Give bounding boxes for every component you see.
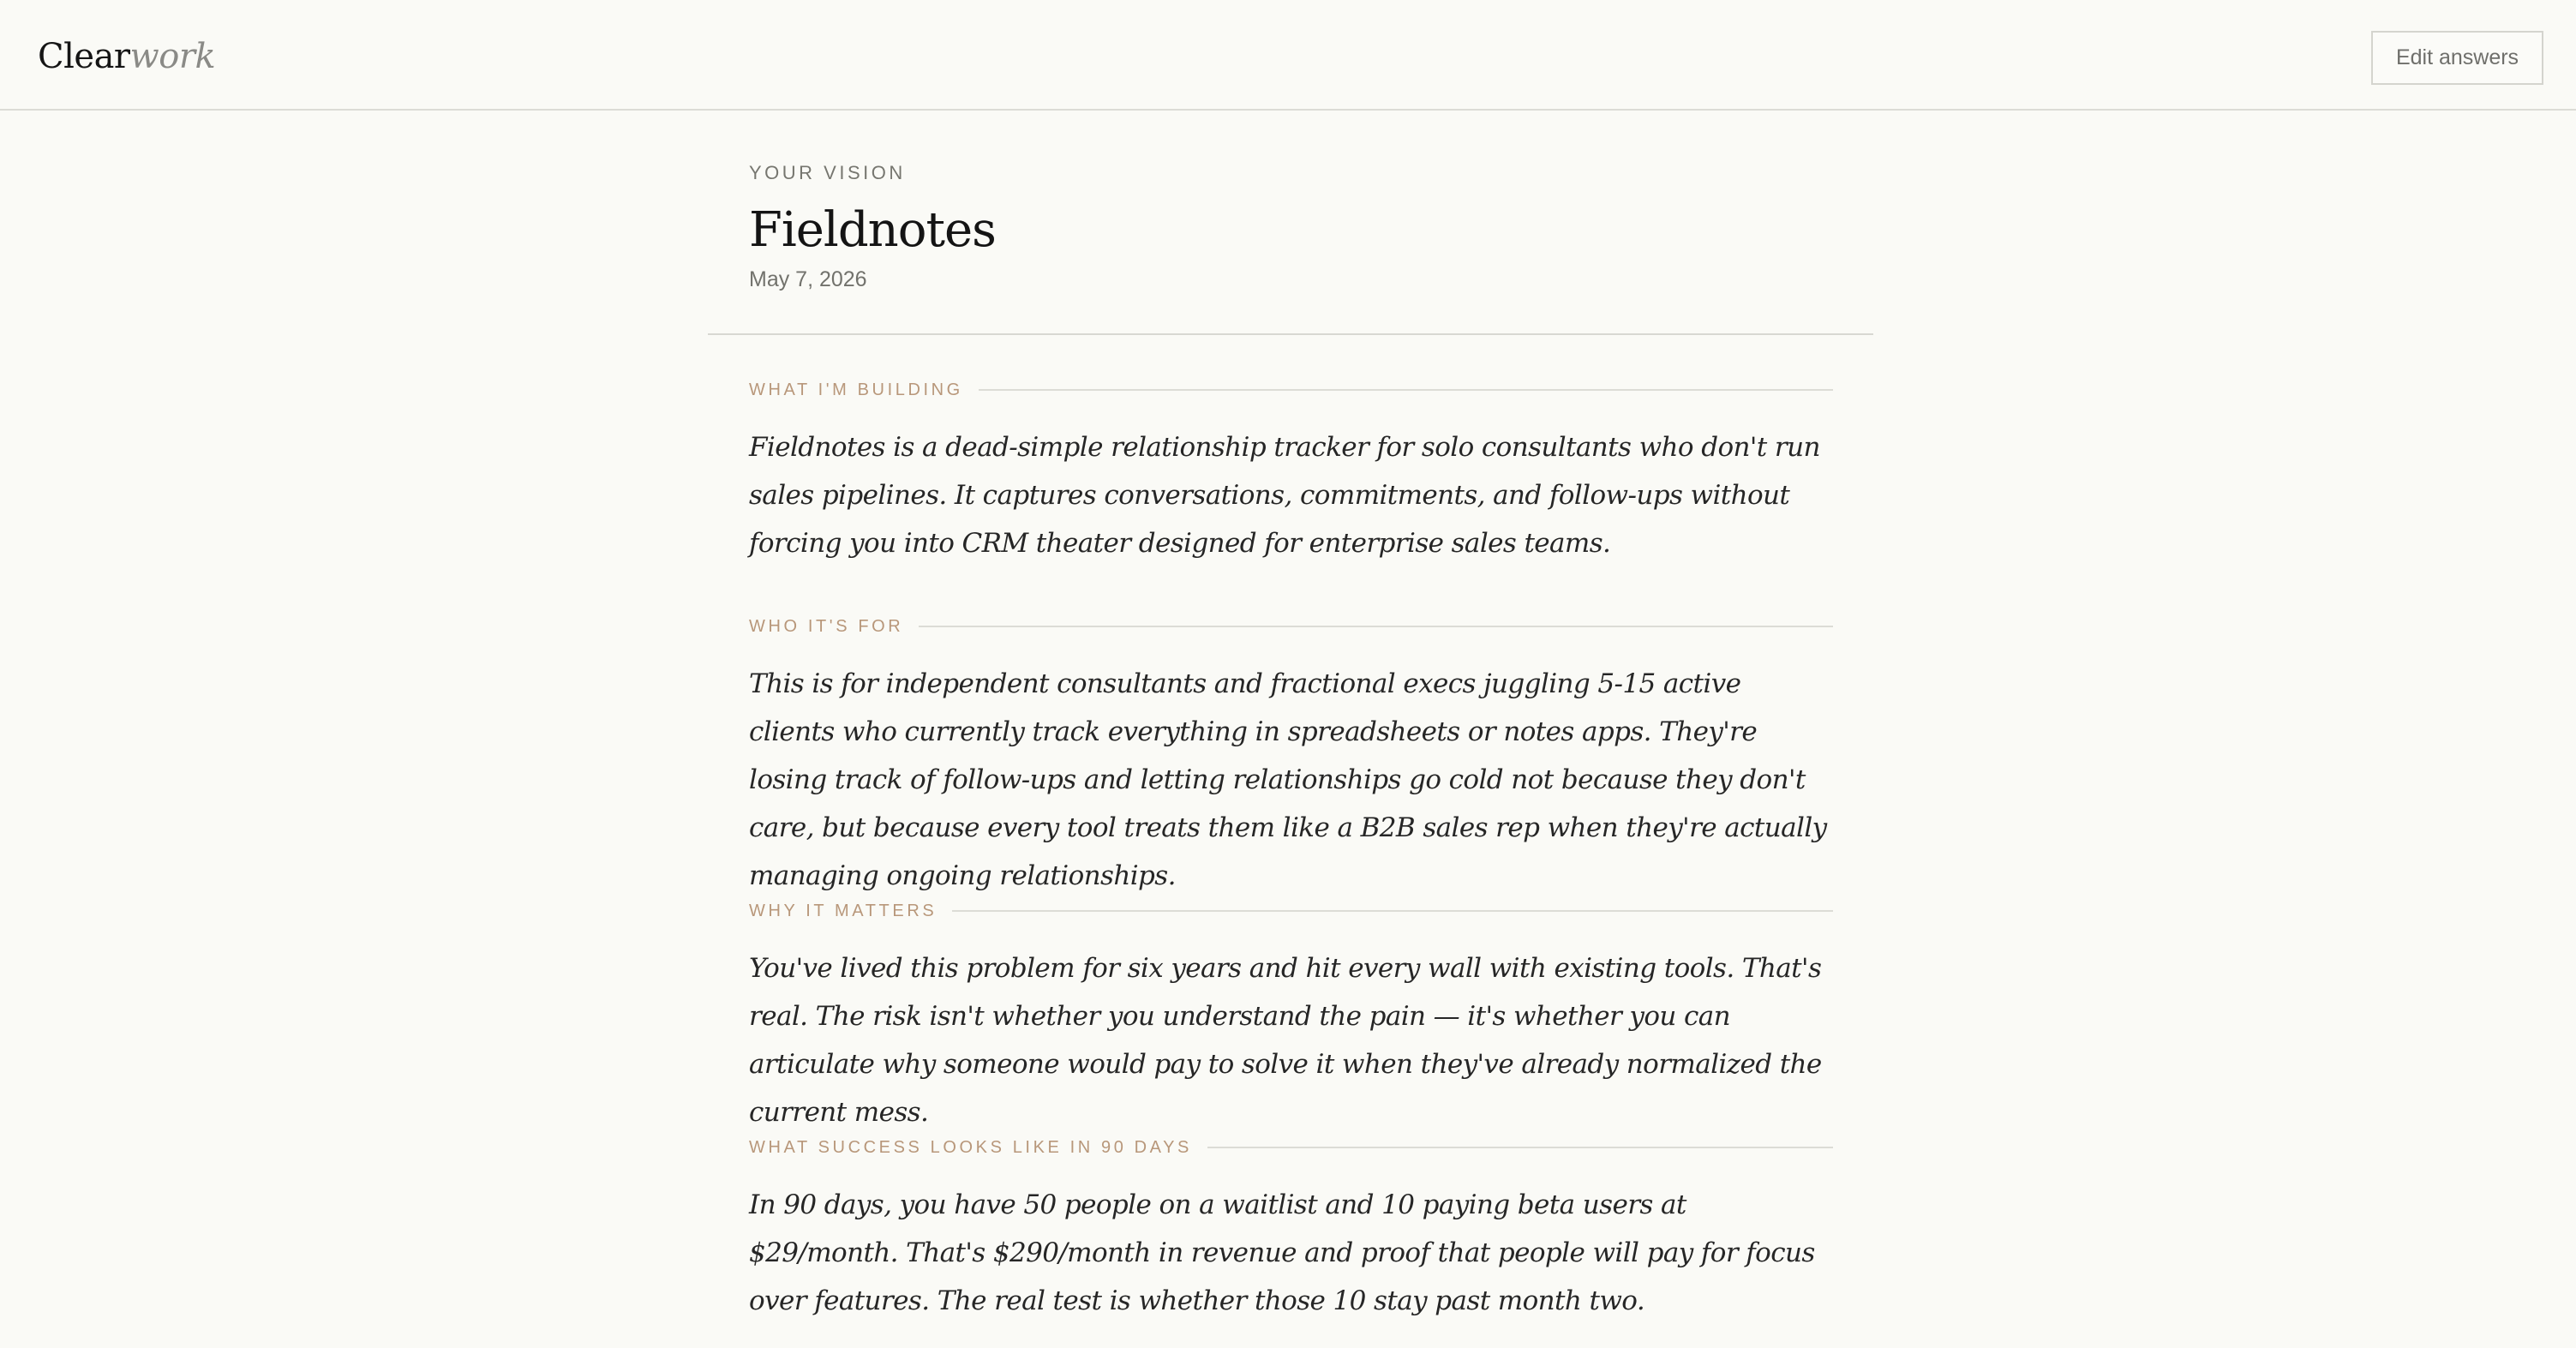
section-heading — [749, 896, 1833, 926]
section-body: Fieldnotes is a dead-simple relationship tracker for solo consultants who don't run sales pipelines. It captures conversations, commitments, and follow-ups without forcing you into CRM theater designed for enterprise sales teams. — [749, 432, 1820, 559]
section-success-90-days — [749, 1133, 1833, 1325]
section-body: You've lived this problem for six years and hit every wall with existing tools. That's real. The risk isn't whether you understand the pain — it's whether you can articulate why someone would pay to solve it when they've already normalized the current mess. — [749, 953, 1822, 1128]
section-divider — [952, 910, 1833, 912]
top-bar — [0, 0, 2576, 111]
brand-name-accent: work — [129, 37, 216, 76]
section-label: WHY IT MATTERS — [749, 901, 938, 920]
section-divider — [979, 389, 1833, 391]
section-label: WHAT SUCCESS LOOKS LIKE IN 90 DAYS — [749, 1137, 1192, 1157]
section-who-its-for — [749, 612, 1833, 900]
section-heading — [749, 375, 1833, 404]
section-divider — [1207, 1147, 1833, 1148]
edit-answers-button[interactable]: Edit answers — [2371, 31, 2543, 85]
section-label: WHAT I'M BUILDING — [749, 380, 963, 399]
section-heading — [749, 1133, 1833, 1162]
section-body: This is for independent consultants and fractional execs juggling 5-15 active clients who currently track everything in spreadsheets or notes apps. They're losing track of follow-ups and letting relationships go cold not because they don't care, but because every tool treats them like a B2B sales rep when they're actually managing ongoing relationships. — [749, 668, 1827, 891]
section-heading — [749, 612, 1833, 641]
page-date: May 7, 2026 — [749, 267, 867, 291]
section-what-im-building — [749, 375, 1833, 567]
brand-name-primary: Clear — [38, 37, 130, 76]
section-divider — [919, 626, 1833, 627]
section-body: In 90 days, you have 50 people on a waitlist and 10 paying beta users at $29/month. That's $290/month in revenue and proof that people will pay for focus over features. The real test is whether those 10 stay past month two. — [749, 1189, 1815, 1316]
page-header — [749, 159, 1830, 294]
section-label: WHO IT'S FOR — [749, 616, 904, 636]
section-why-it-matters — [749, 896, 1833, 1136]
page-eyebrow: YOUR VISION — [749, 162, 906, 183]
brand-logo[interactable] — [38, 33, 215, 81]
header-divider — [708, 333, 1873, 335]
page-title: Fieldnotes — [749, 202, 996, 258]
